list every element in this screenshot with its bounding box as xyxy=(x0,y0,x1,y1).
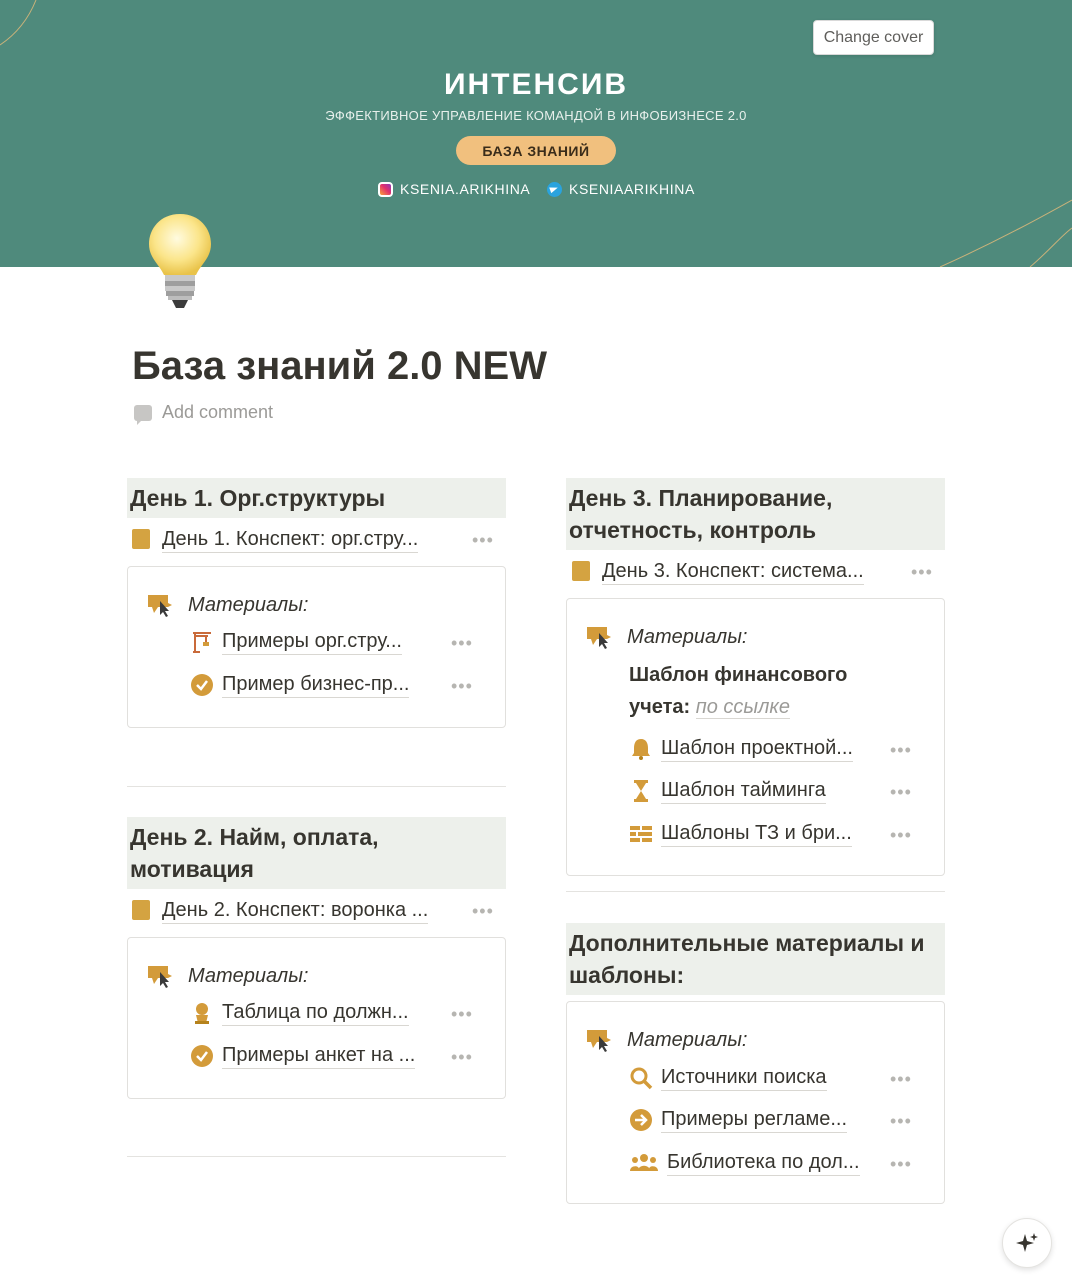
bell-icon xyxy=(629,737,653,761)
pointing-sign-icon xyxy=(146,593,174,617)
materials-item-label: Шаблон проектной... xyxy=(661,737,853,762)
materials-item[interactable] xyxy=(629,776,826,806)
extra-materials-box xyxy=(566,1001,945,1204)
divider xyxy=(127,1156,506,1157)
materials-item-label: Пример бизнес-пр... xyxy=(222,673,409,698)
change-cover-button[interactable]: Change cover xyxy=(813,20,934,55)
day1-notes-link[interactable] xyxy=(130,524,418,556)
day2-heading-line1: День 2. Найм, оплата, xyxy=(130,824,379,850)
telegram-label: KSENIAARIKHINA xyxy=(569,181,695,197)
materials-row xyxy=(146,964,309,988)
materials-label: Материалы: xyxy=(627,625,748,648)
more-options-icon[interactable]: ••• xyxy=(451,633,473,653)
comment-icon xyxy=(134,405,152,421)
materials-item[interactable] xyxy=(629,1063,827,1093)
day1-materials-box xyxy=(127,566,506,728)
bricks-icon xyxy=(629,822,653,846)
cover-subtitle: ЭФФЕКТИВНОЕ УПРАВЛЕНИЕ КОМАНДОЙ В ИНФОБИЗНЕСЕ 2.0 xyxy=(325,108,747,123)
materials-row xyxy=(146,593,309,617)
cover-title: ИНТЕНСИВ xyxy=(443,68,629,101)
instagram-label: KSENIA.ARIKHINA xyxy=(400,181,531,197)
materials-row xyxy=(585,1028,748,1052)
materials-item[interactable] xyxy=(190,670,409,700)
materials-item[interactable] xyxy=(190,627,402,657)
materials-item[interactable] xyxy=(190,1041,415,1071)
materials-item-label: Примеры орг.стру... xyxy=(222,630,402,655)
sparkle-icon xyxy=(1015,1231,1039,1255)
materials-label: Материалы: xyxy=(188,964,309,987)
materials-item-label: Шаблоны ТЗ и бри... xyxy=(661,822,852,847)
day2-heading-line2: мотивация xyxy=(130,856,254,882)
day2-heading[interactable] xyxy=(127,817,506,889)
more-options-icon[interactable]: ••• xyxy=(890,782,912,802)
lightbulb-icon[interactable] xyxy=(145,212,215,316)
extra-section xyxy=(566,923,945,995)
divider xyxy=(566,891,945,892)
day2-notes-label: День 2. Конспект: воронка ... xyxy=(162,899,428,924)
day3-materials-box xyxy=(566,598,945,876)
more-options-icon[interactable]: ••• xyxy=(451,676,473,696)
add-comment-label: Add comment xyxy=(162,402,274,422)
materials-item[interactable] xyxy=(629,734,853,764)
check-circle-icon xyxy=(190,673,214,697)
materials-label: Материалы: xyxy=(627,1028,748,1051)
extra-heading-line2: шаблоны: xyxy=(569,962,685,988)
day3-notes-label: День 3. Конспект: система... xyxy=(602,560,864,585)
telegram-handle xyxy=(547,181,695,197)
search-icon xyxy=(629,1066,653,1090)
more-options-icon[interactable]: ••• xyxy=(890,740,912,760)
day2-notes-link[interactable] xyxy=(130,895,428,927)
book-icon xyxy=(132,900,152,922)
finance-template-line1: Шаблон финансового xyxy=(629,664,848,686)
materials-item-label: Примеры регламе... xyxy=(661,1108,847,1133)
extra-heading[interactable] xyxy=(566,923,945,995)
book-icon xyxy=(572,561,592,583)
instagram-icon xyxy=(378,182,393,197)
materials-item[interactable] xyxy=(629,1105,847,1135)
add-comment-button[interactable] xyxy=(134,402,273,423)
day1-section xyxy=(127,478,506,518)
more-options-icon[interactable]: ••• xyxy=(451,1004,473,1024)
more-options-icon[interactable]: ••• xyxy=(472,530,494,550)
materials-item-label: Источники поиска xyxy=(661,1066,827,1091)
day2-section xyxy=(127,817,506,889)
more-options-icon[interactable]: ••• xyxy=(911,562,933,582)
materials-item[interactable] xyxy=(190,998,409,1028)
book-icon xyxy=(132,529,152,551)
day3-heading[interactable] xyxy=(566,478,945,550)
materials-item-label: Примеры анкет на ... xyxy=(222,1044,415,1069)
materials-item-label: Библиотека по дол... xyxy=(667,1151,860,1176)
pointing-sign-icon xyxy=(585,625,613,649)
page-title[interactable]: База знаний 2.0 NEW xyxy=(132,344,547,388)
pointing-sign-icon xyxy=(146,964,174,988)
day3-heading-line2: отчетность, контроль xyxy=(569,517,817,543)
materials-item[interactable] xyxy=(629,819,852,849)
day3-notes-link[interactable] xyxy=(570,556,864,588)
finance-template-link[interactable]: по ссылке xyxy=(695,696,790,718)
person-bust-icon xyxy=(190,1001,214,1025)
materials-label: Материалы: xyxy=(188,593,309,616)
more-options-icon[interactable]: ••• xyxy=(890,1111,912,1131)
hourglass-icon xyxy=(629,779,653,803)
cover-badge: БАЗА ЗНАНИЙ xyxy=(456,136,616,165)
day1-notes-label: День 1. Конспект: орг.стру... xyxy=(162,528,418,553)
arrow-circle-right-icon xyxy=(629,1108,653,1132)
ai-assistant-button[interactable] xyxy=(1002,1218,1052,1268)
instagram-handle xyxy=(378,181,530,197)
more-options-icon[interactable]: ••• xyxy=(890,825,912,845)
day3-heading-line1: День 3. Планирование, xyxy=(569,485,833,511)
materials-item-label: Таблица по должн... xyxy=(222,1001,409,1026)
more-options-icon[interactable]: ••• xyxy=(890,1069,912,1089)
telegram-icon xyxy=(547,182,562,197)
people-icon xyxy=(629,1151,659,1175)
pointing-sign-icon xyxy=(585,1028,613,1052)
crane-icon xyxy=(190,630,214,654)
materials-item[interactable] xyxy=(629,1148,860,1178)
more-options-icon[interactable]: ••• xyxy=(472,901,494,921)
more-options-icon[interactable]: ••• xyxy=(890,1154,912,1174)
day2-materials-box xyxy=(127,937,506,1099)
day3-section xyxy=(566,478,945,550)
finance-template-line2: учета: xyxy=(629,696,691,718)
divider xyxy=(127,786,506,787)
finance-template-text xyxy=(629,659,847,723)
check-circle-icon xyxy=(190,1044,214,1068)
more-options-icon[interactable]: ••• xyxy=(451,1047,473,1067)
materials-item-label: Шаблон тайминга xyxy=(661,779,826,804)
day1-heading[interactable]: День 1. Орг.структуры xyxy=(127,478,506,518)
extra-heading-line1: Дополнительные материалы и xyxy=(569,930,925,956)
materials-row xyxy=(585,625,748,649)
